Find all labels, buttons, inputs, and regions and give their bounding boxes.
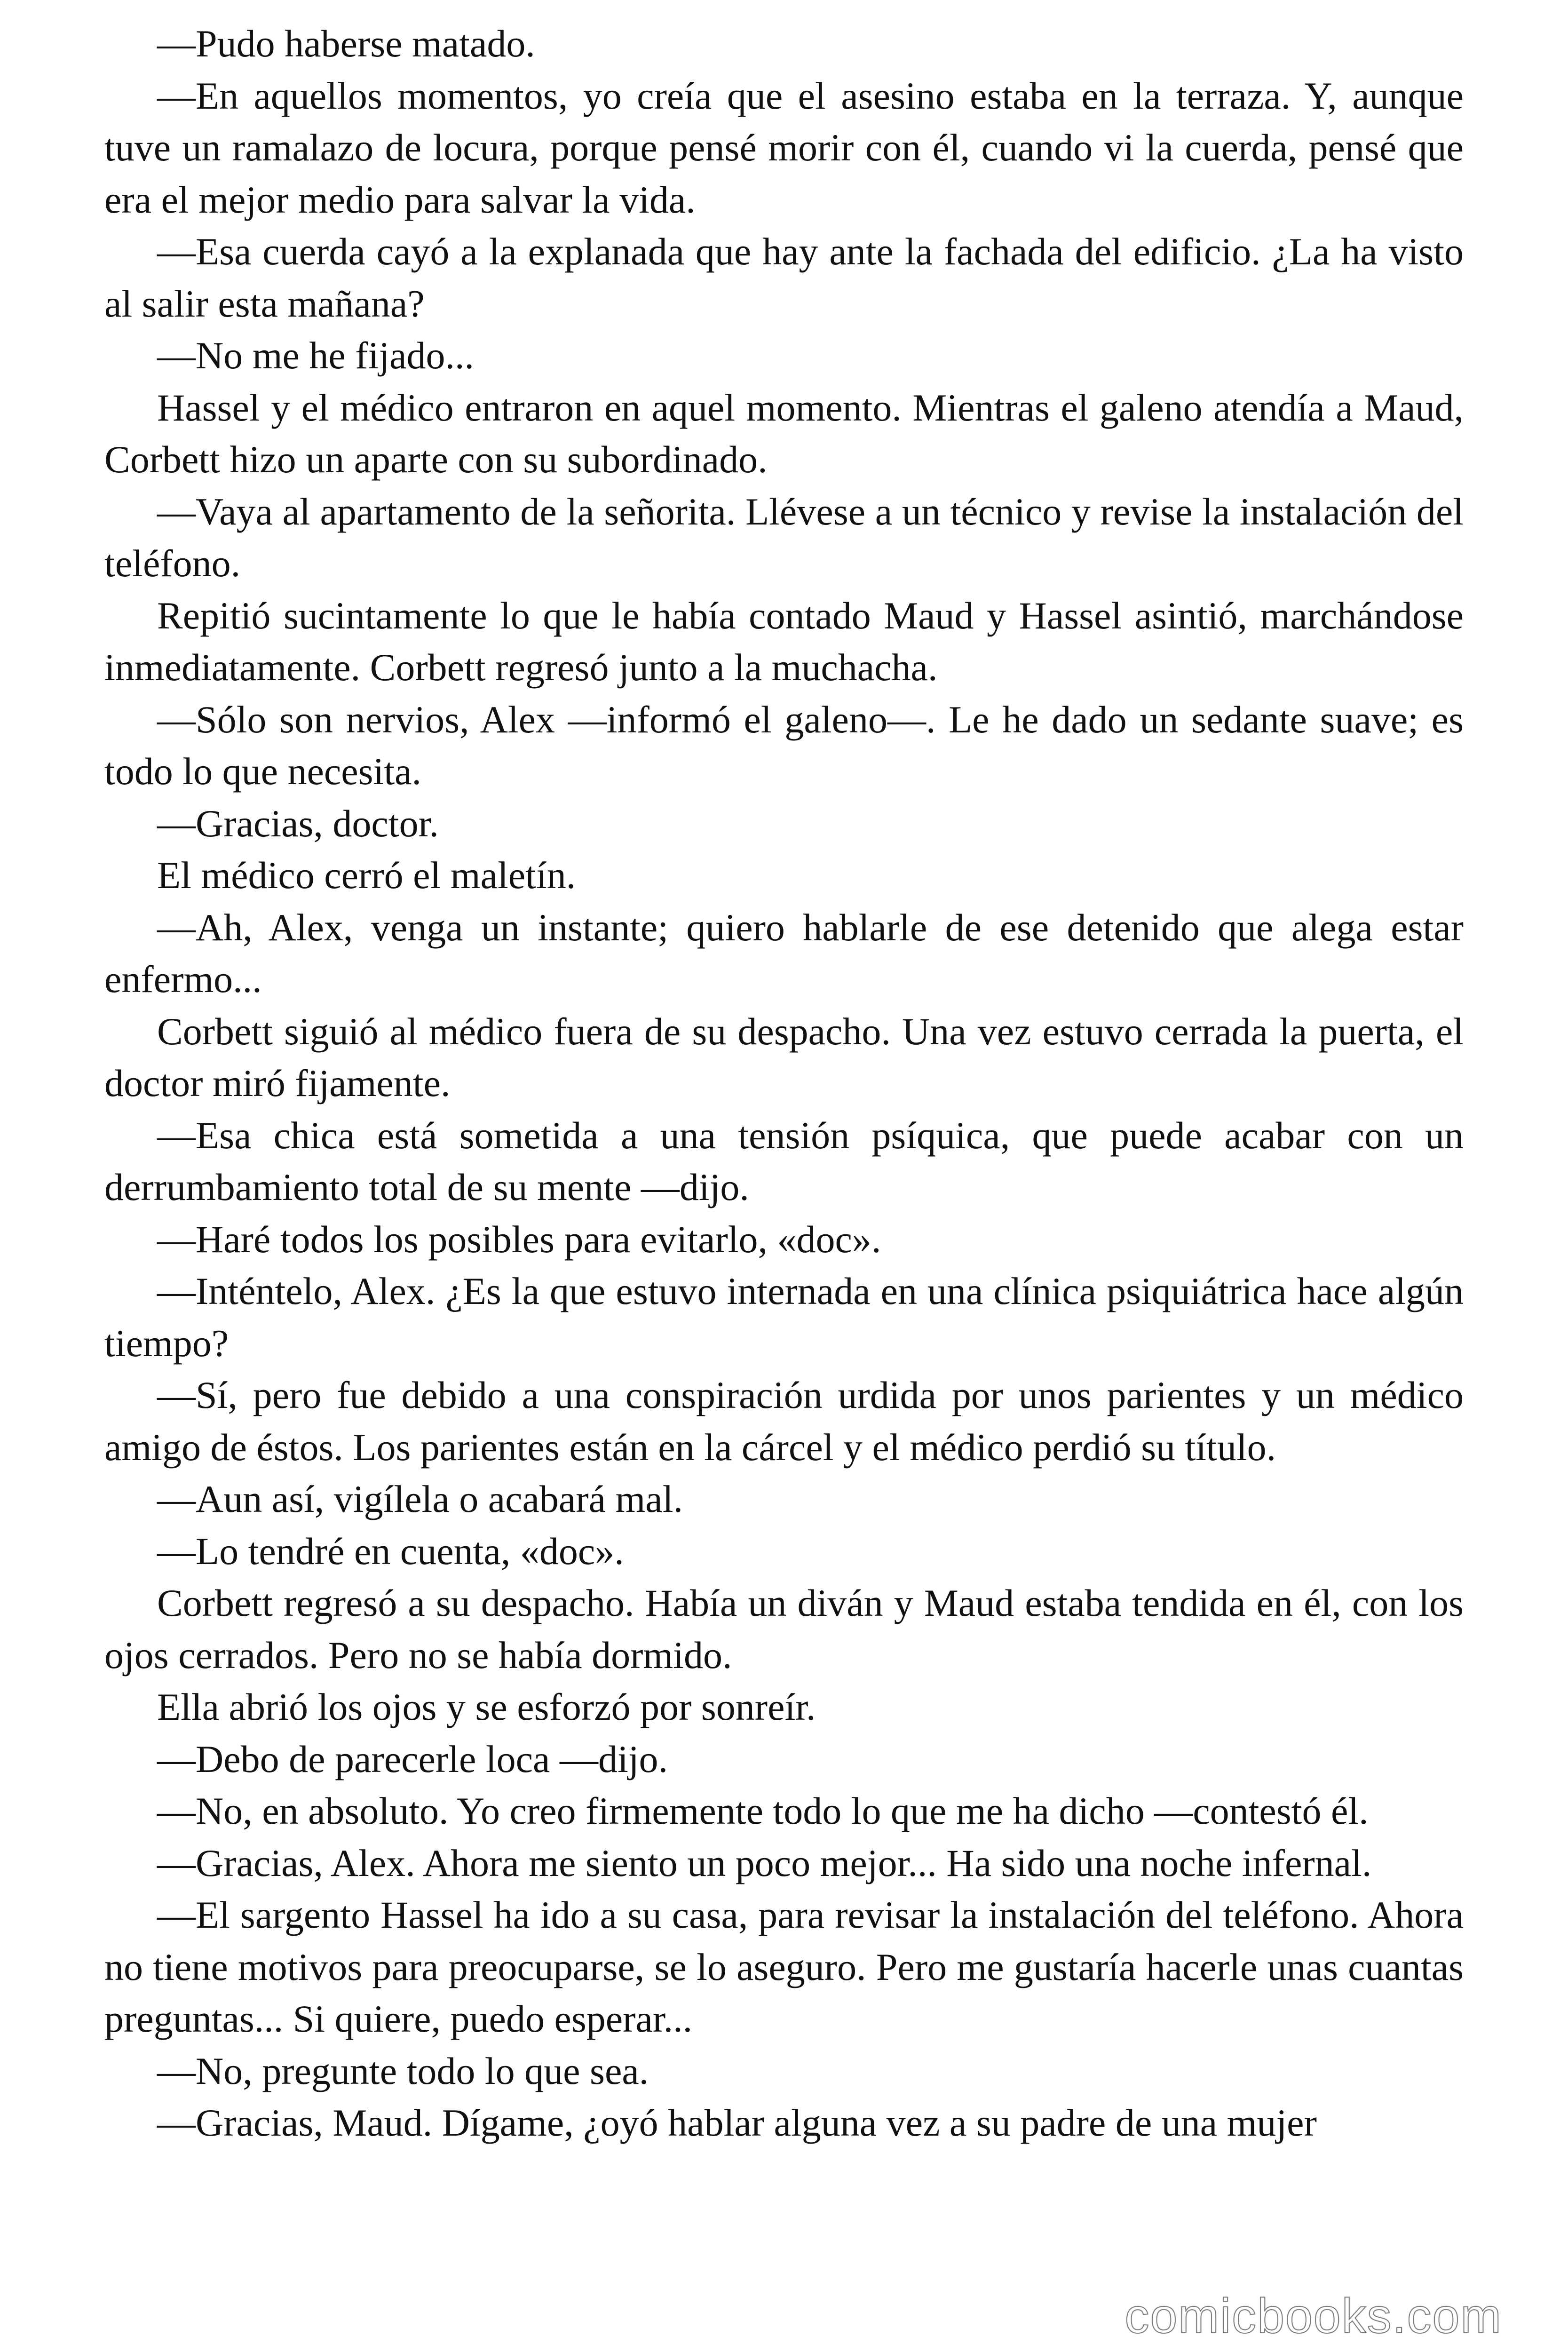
paragraph: —No, en absoluto. Yo creo firmemente todo lo que me ha dicho —contestó él. xyxy=(157,1789,1369,1832)
book-page-text xyxy=(104,18,1464,2149)
paragraph: —Esa chica está sometida a una tensión psíquica, que puede acabar con un derrumbamiento total de su mente —dijo. xyxy=(104,1113,1464,1208)
paragraph: —Esa cuerda cayó a la explanada que hay ante la fachada del edificio. ¿La ha visto al salir esta mañana? xyxy=(104,230,1464,325)
paragraph: —Inténtelo, Alex. ¿Es la que estuvo internada en una clínica psiquiátrica hace algún tiempo? xyxy=(104,1270,1464,1365)
paragraph: Repitió sucintamente lo que le había contado Maud y Hassel asintió, marchándose inmediatamente. Corbett regresó junto a la muchacha. xyxy=(104,594,1464,689)
paragraph: —Haré todos los posibles para evitarlo, «doc». xyxy=(157,1217,881,1261)
paragraph: —El sargento Hassel ha ido a su casa, para revisar la instalación del teléfono. Ahora no tiene motivos para preocuparse, se lo aseguro. Pero me gustaría hacerle unas cuantas preguntas... Si quiere, puedo esperar... xyxy=(104,1893,1464,2040)
paragraph: —Sólo son nervios, Alex —informó el galeno—. Le he dado un sedante suave; es todo lo que necesita. xyxy=(104,698,1464,793)
paragraph: —Lo tendré en cuenta, «doc». xyxy=(157,1529,624,1573)
paragraph: —Sí, pero fue debido a una conspiración urdida por unos parientes y un médico amigo de éstos. Los parientes están en la cárcel y el médico perdió su título. xyxy=(104,1374,1464,1469)
paragraph: —Ah, Alex, venga un instante; quiero hablarle de ese detenido que alega estar enfermo... xyxy=(104,906,1464,1001)
paragraph: —No, pregunte todo lo que sea. xyxy=(157,2049,649,2092)
paragraph: —No me he fijado... xyxy=(157,334,475,377)
paragraph: Corbett regresó a su despacho. Había un diván y Maud estaba tendida en él, con los ojos cerrados. Pero no se había dormido. xyxy=(104,1581,1464,1677)
paragraph: —Gracias, Maud. Dígame, ¿oyó hablar alguna vez a su padre de una mujer xyxy=(157,2101,1317,2144)
paragraph: —En aquellos momentos, yo creía que el asesino estaba en la terraza. Y, aunque tuve un ramalazo de locura, porque pensé morir con él, cuando vi la cuerda, pensé que era el mejor medio para salvar la vida. xyxy=(104,74,1464,221)
paragraph: —Aun así, vigílela o acabará mal. xyxy=(157,1478,683,1520)
paragraph: —Gracias, Alex. Ahora me siento un poco mejor... Ha sido una noche infernal. xyxy=(157,1841,1372,1884)
paragraph: Ella abrió los ojos y se esforzó por sonreír. xyxy=(157,1685,816,1728)
paragraph: —Debo de parecerle loca —dijo. xyxy=(157,1737,668,1780)
paragraph: —Vaya al apartamento de la señorita. Llévese a un técnico y revise la instalación del teléfono. xyxy=(104,490,1464,585)
paragraph: Hassel y el médico entraron en aquel momento. Mientras el galeno atendía a Maud, Corbett hizo un aparte con su subordinado. xyxy=(104,386,1464,481)
paragraph: El médico cerró el maletín. xyxy=(157,854,576,897)
watermark-logo: comicbooks.com xyxy=(1125,2289,1502,2344)
paragraph: —Pudo haberse matado. xyxy=(157,22,535,65)
paragraph: Corbett siguió al médico fuera de su despacho. Una vez estuvo cerrada la puerta, el doctor miró fijamente. xyxy=(104,1009,1464,1104)
paragraph: —Gracias, doctor. xyxy=(157,802,439,845)
